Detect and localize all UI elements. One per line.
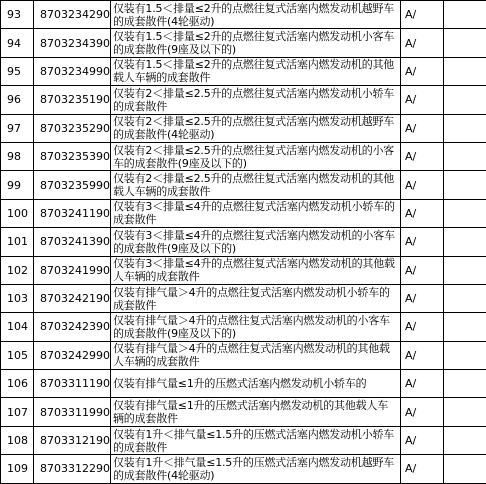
supervision-condition: A/ [401,398,444,426]
supervision-condition: A/ [401,256,444,284]
goods-description: 仅装有2＜排量≤2.5升的点燃往复式活塞内燃发动机的小客车的成套散件(9座及以下的) [111,142,401,170]
table-row [1,57,486,85]
table-row [1,370,486,398]
supervision-condition: A/ [401,86,444,114]
hs-code: 8703311990 [34,398,111,426]
hs-code: 8703235990 [34,171,111,199]
goods-description: 仅装有排气量≤1升的压燃式活塞内燃发动机小轿车的 [111,370,401,398]
row-number: 99 [1,171,34,199]
supervision-condition: A/ [401,313,444,341]
empty-cell [444,284,486,312]
empty-cell [444,114,486,142]
row-number: 104 [1,313,34,341]
goods-description: 仅装有排气量＞4升的点燃往复式活塞内燃发动机的其他载人车辆的成套散件 [111,341,401,369]
row-number: 101 [1,228,34,256]
hs-code: 8703235190 [34,86,111,114]
table-row [1,313,486,341]
empty-cell [444,142,486,170]
table-row [1,1,486,29]
row-number: 98 [1,142,34,170]
goods-description: 仅装有1升＜排气量≤1.5升的压燃式活塞内燃发动机小轿车的成套散件 [111,426,401,454]
goods-description: 仅装有3＜排量≤4升的点燃往复式活塞内燃发动机小轿车的成套散件 [111,199,401,227]
row-number: 95 [1,57,34,85]
goods-description: 仅装有2＜排量≤2.5升的点燃往复式活塞内燃发动机越野车的成套散件(4轮驱动) [111,114,401,142]
table-row [1,341,486,369]
empty-cell [444,86,486,114]
supervision-condition: A/ [401,114,444,142]
supervision-condition: A/ [401,29,444,57]
supervision-condition: A/ [401,57,444,85]
goods-description: 仅装有2＜排量≤2.5升的点燃往复式活塞内燃发动机的其他载人车辆的成套散件 [111,171,401,199]
hs-code: 8703234390 [34,29,111,57]
table-row [1,228,486,256]
supervision-condition: A/ [401,228,444,256]
goods-description: 仅装有1.5＜排量≤2升的点燃往复式活塞内燃发动机越野车的成套散件(4轮驱动) [111,1,401,29]
row-number: 107 [1,398,34,426]
row-number: 96 [1,86,34,114]
empty-cell [444,1,486,29]
row-number: 105 [1,341,34,369]
empty-cell [444,455,486,483]
row-number: 106 [1,370,34,398]
empty-cell [444,398,486,426]
empty-cell [444,313,486,341]
supervision-condition: A/ [401,370,444,398]
supervision-condition: A/ [401,455,444,483]
hs-code: 8703241190 [34,199,111,227]
row-number: 102 [1,256,34,284]
goods-description: 仅装有排气量＞4升的点燃往复式活塞内燃发动机小轿车的成套散件 [111,284,401,312]
empty-cell [444,370,486,398]
empty-cell [444,228,486,256]
table-row [1,199,486,227]
table-row [1,29,486,57]
hs-code: 8703241390 [34,228,111,256]
supervision-condition: A/ [401,426,444,454]
row-number: 97 [1,114,34,142]
empty-cell [444,341,486,369]
hs-code: 8703311190 [34,370,111,398]
empty-cell [444,199,486,227]
empty-cell [444,171,486,199]
table-row [1,426,486,454]
empty-cell [444,256,486,284]
supervision-condition: A/ [401,284,444,312]
hs-code: 8703242990 [34,341,111,369]
row-number: 103 [1,284,34,312]
row-number: 93 [1,1,34,29]
supervision-condition: A/ [401,199,444,227]
goods-description: 仅装有3＜排量≤4升的点燃往复式活塞内燃发动机的小客车的成套散件(9座及以下的) [111,228,401,256]
goods-description: 仅装有排气量＞4升的点燃往复式活塞内燃发动机的小客车的成套散件(9座及以下的) [111,313,401,341]
hs-code: 8703241990 [34,256,111,284]
hs-code: 8703234990 [34,57,111,85]
hs-code: 8703312190 [34,426,111,454]
hs-code: 8703234290 [34,1,111,29]
row-number: 108 [1,426,34,454]
hs-code: 8703235390 [34,142,111,170]
table-row [1,284,486,312]
supervision-condition: A/ [401,171,444,199]
goods-description: 仅装有2＜排量≤2.5升的点燃往复式活塞内燃发动机小轿车的成套散件 [111,86,401,114]
supervision-condition: A/ [401,341,444,369]
empty-cell [444,426,486,454]
goods-description: 仅装有排气量≤1升的压燃式活塞内燃发动机的其他载人车辆的成套散件 [111,398,401,426]
goods-description: 仅装有1.5＜排量≤2升的点燃往复式活塞内燃发动机的其他载人车辆的成套散件 [111,57,401,85]
goods-description: 仅装有3＜排量≤4升的点燃往复式活塞内燃发动机的其他载人车辆的成套散件 [111,256,401,284]
row-number: 94 [1,29,34,57]
hs-code: 8703312290 [34,455,111,483]
row-number: 100 [1,199,34,227]
table-row [1,86,486,114]
goods-table-body [1,1,486,484]
table-row [1,398,486,426]
table-row [1,114,486,142]
goods-description: 仅装有1.5＜排量≤2升的点燃往复式活塞内燃发动机小客车的成套散件(9座及以下的) [111,29,401,57]
empty-cell [444,29,486,57]
supervision-condition: A/ [401,142,444,170]
table-row [1,455,486,483]
hs-code: 8703235290 [34,114,111,142]
table-row [1,256,486,284]
table-row [1,142,486,170]
supervision-condition: A/ [401,1,444,29]
goods-description: 仅装有1升＜排气量≤1.5升的压燃式活塞内燃发动机越野车的成套散件(4轮驱动) [111,455,401,483]
empty-cell [444,57,486,85]
row-number: 109 [1,455,34,483]
table-row [1,171,486,199]
hs-code: 8703242390 [34,313,111,341]
hs-code: 8703242190 [34,284,111,312]
